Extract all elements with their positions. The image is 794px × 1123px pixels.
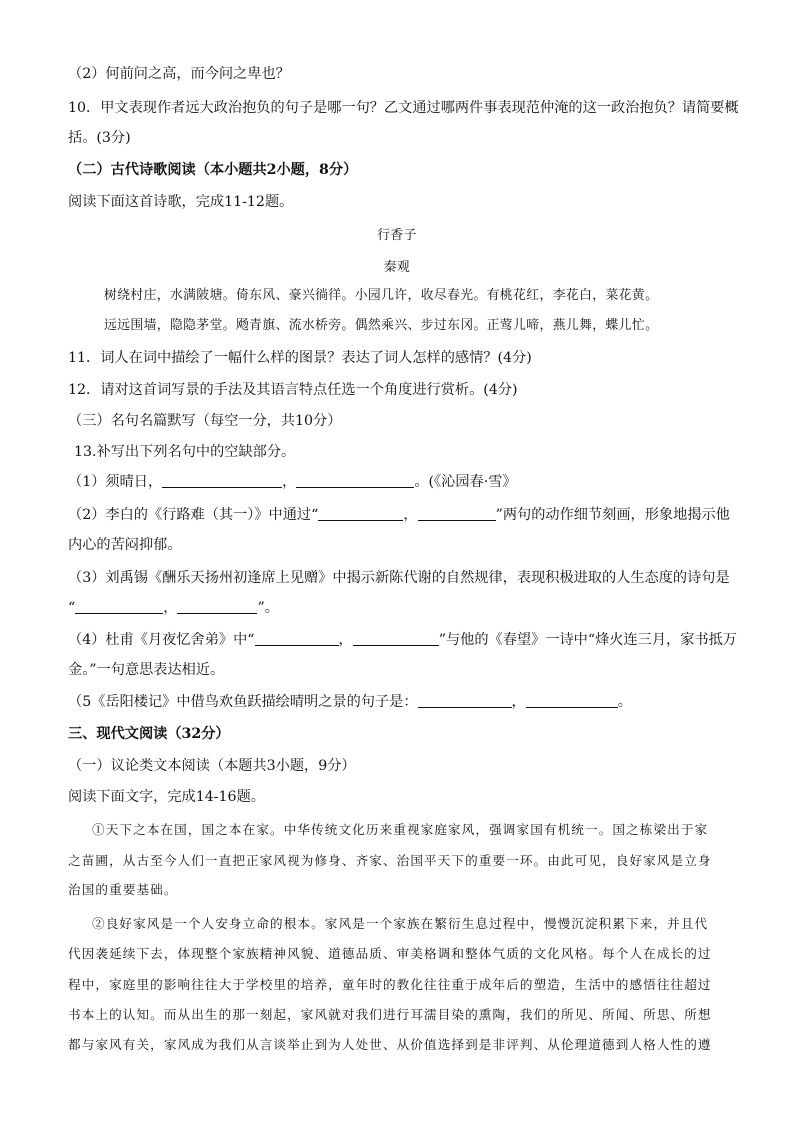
item-4-prefix: （4）杜甫《月夜忆舍弟》中“: [68, 632, 255, 648]
section-dictation-header: （三）名句名篇默写（每空一分，共10分）: [68, 413, 342, 429]
item-2-suffix: ”两句的动作细节刻画，形象地揭示他: [495, 507, 730, 523]
answer-blank[interactable]: [353, 631, 439, 646]
question-13-item-5: [68, 692, 632, 712]
question-13-stem: 13.补写出下列名句中的空缺部分。: [74, 444, 296, 460]
question-9-2: （2）何前问之高，而今问之卑也？: [68, 66, 290, 82]
item-1-separator: ，: [282, 474, 297, 490]
part-3-header: 三、现代文阅读（32分）: [68, 726, 230, 742]
answer-blank[interactable]: [318, 506, 403, 521]
question-13-item-4: [68, 630, 737, 650]
answer-blank[interactable]: [75, 599, 163, 614]
item-5-suffix: 。: [617, 694, 632, 710]
answer-blank[interactable]: [418, 506, 496, 521]
question-12: 12．请对这首词写景的手法及其语言特点任选一个角度进行赏析。(4分): [68, 382, 518, 398]
question-13-item-3: （3）刘禹锡《酬乐天扬州初逢席上见赠》中揭示新陈代谢的自然规律，表现积极进取的人生态度的诗句是: [68, 570, 730, 586]
poem-intro: 阅读下面这首诗歌，完成11-12题。: [68, 194, 294, 210]
question-11: 11．词人在词中描绘了一幅什么样的图景？表达了词人怎样的感情？(4分): [68, 350, 532, 366]
section-argumentative-header: （一）议论类文本阅读（本题共3小题，9分）: [68, 758, 356, 774]
answer-blank[interactable]: [255, 631, 339, 646]
item-5-separator: ，: [511, 694, 526, 710]
item-2-separator: ，: [403, 507, 418, 523]
answer-blank[interactable]: [418, 693, 512, 708]
answer-blank[interactable]: [526, 693, 618, 708]
passage-paragraph-2-line: 书本上的认知。而从出生的那一刻起，家风就对我们进行耳濡目染的熏陶，我们的所见、所闻、所思、所想: [68, 1007, 712, 1022]
question-13-item-3-answer: [68, 598, 279, 618]
item-4-separator: ，: [338, 632, 353, 648]
item-4-suffix: ”与他的《春望》一诗中“烽火连三月，家书抵万: [438, 632, 737, 648]
answer-blank[interactable]: [296, 473, 414, 488]
question-13-item-2: [68, 505, 730, 525]
question-10-line-2: 括。(3分): [68, 130, 131, 146]
poem-line-2: 远远围墙，隐隐茅堂。飏青旗、流水桥旁。偶然乘兴、步过东冈。正莺儿啼，燕儿舞，蝶儿忙。: [104, 318, 659, 333]
passage-paragraph-1-line: ①天下之本在国，国之本在家。中华传统文化历来重视家庭家风，强调家国有机统一。国之栋梁出于家: [92, 822, 709, 837]
item-1-prefix: （1）须晴日，: [68, 474, 163, 490]
passage-paragraph-2-line: 都与家风有关，家风成为我们从言谈举止到为人处世、从价值选择到是非评判、从伦理道德到人格人性的遵: [68, 1037, 712, 1052]
item-3-open-quote: “: [68, 600, 76, 616]
reading-intro: 阅读下面文字，完成14-16题。: [68, 789, 265, 805]
item-3-separator: ，: [163, 600, 178, 616]
item-2-prefix: （2）李白的《行路难（其一）》中通过“: [68, 507, 319, 523]
passage-paragraph-2-line: 程中，家庭里的影响往往大于学校里的培养，童年时的教化往往重于成年后的塑造，生活中的感悟往往超过: [68, 977, 712, 992]
question-13-item-4-continued: 金。”一句意思表达相近。: [68, 662, 225, 678]
passage-paragraph-1-line: 治国的重要基础。: [68, 882, 178, 897]
question-13-item-1: [68, 472, 517, 492]
item-5-prefix: （5《岳阳楼记》中借鸟欢鱼跃描绘晴明之景的句子是：: [68, 694, 418, 710]
item-3-close-quote: ”。: [257, 600, 279, 616]
item-1-suffix: 。(《沁园春·雪》: [414, 474, 517, 490]
passage-paragraph-1-line: 之苗圃，从古至今人们一直把正家风视为修身、齐家、治国平天下的重要一环。由此可见，良好家风是立身: [68, 853, 712, 868]
passage-paragraph-2-line: ②良好家风是一个人安身立命的根本。家风是一个家族在繁衍生息过程中，慢慢沉淀积累下来，并且代: [92, 916, 709, 931]
question-13-item-2-continued: 内心的苦闷抑郁。: [68, 537, 182, 553]
poem-author: 秦观: [383, 260, 411, 275]
answer-blank[interactable]: [162, 473, 282, 488]
question-10-line-1: 10．甲文表现作者远大政治抱负的句子是哪一句？乙文通过哪两件事表现范仲淹的这一政治抱负？请简要概: [68, 100, 739, 116]
poem-title: 行香子: [377, 228, 417, 243]
answer-blank[interactable]: [177, 599, 257, 614]
passage-paragraph-2-line: 代因袭延续下去，体现整个家族精神风貌、道德品质、审美格调和整体气质的文化风格。每个人在成长的过: [68, 946, 712, 961]
poem-line-1: 树绕村庄，水满陂塘。倚东风、豪兴徜徉。小园几许，收尽春光。有桃花红，李花白，菜花黄。: [104, 288, 659, 303]
section-poetry-header: （二）古代诗歌阅读（本小题共2小题，8分）: [68, 162, 358, 178]
